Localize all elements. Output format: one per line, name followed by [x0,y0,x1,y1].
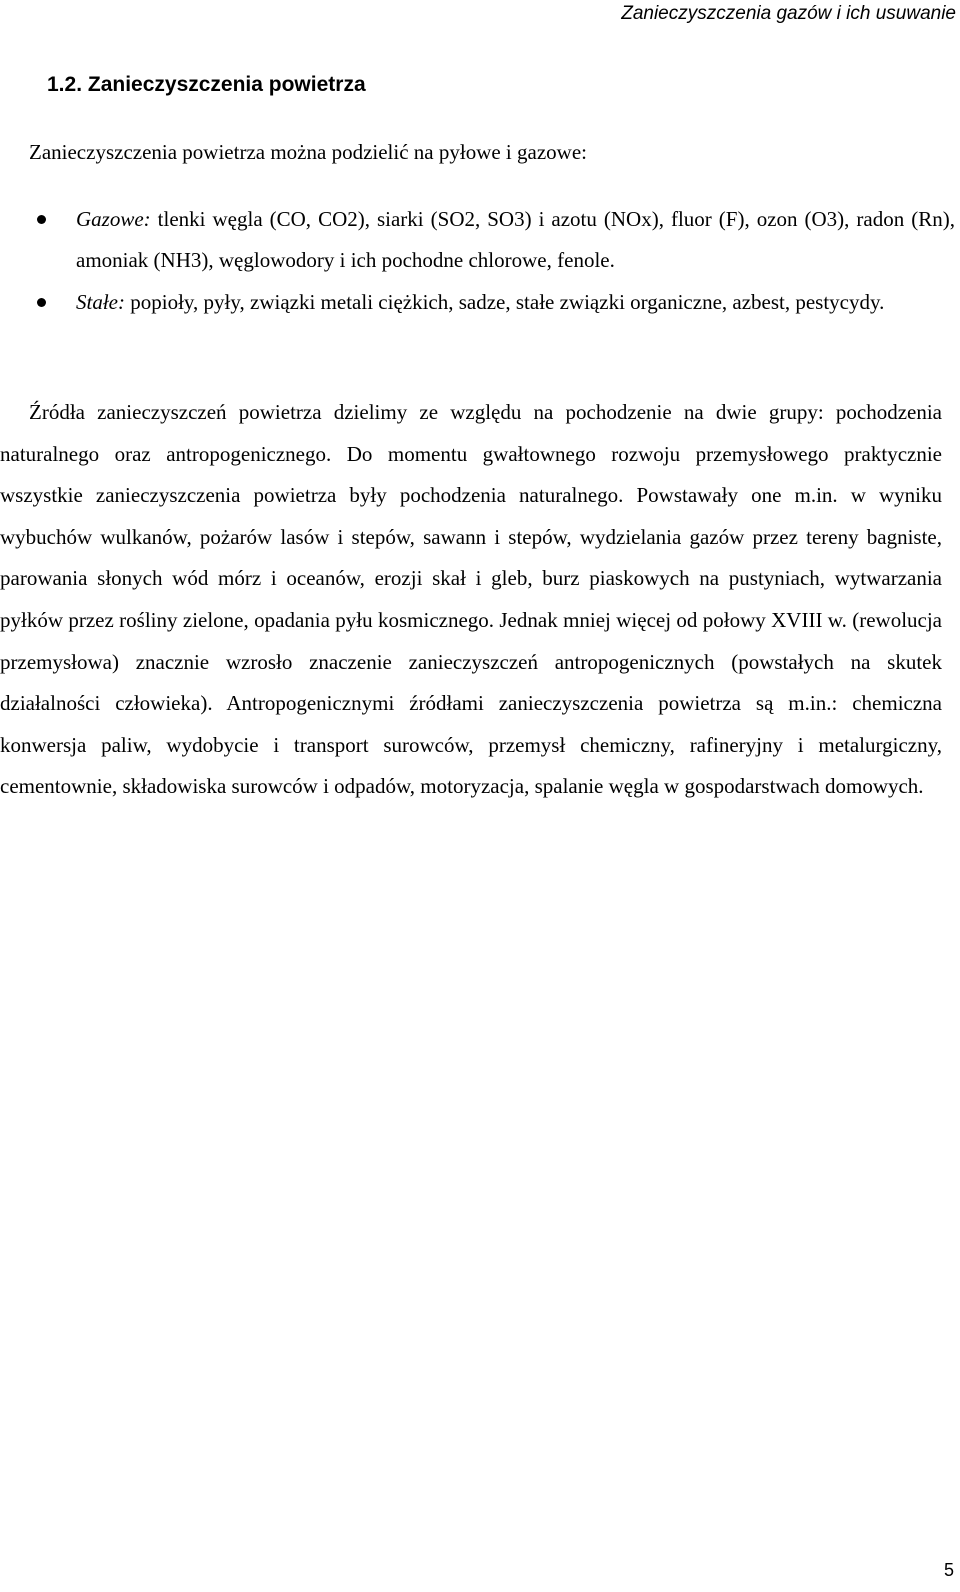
list-item-term: Gazowe: [76,207,151,231]
list-item-gaseous [0,199,955,281]
list-item-solid [0,282,955,323]
bullet-icon [37,215,46,224]
intro-sentence: Zanieczyszczenia powietrza można podzielić na pyłowe i gazowe: [29,140,587,164]
list-item-text: popioły, pyły, związki metali ciężkich, sadze, stałe związki organiczne, azbest, pestycydy. [124,290,885,314]
page-number: 5 [943,1560,954,1580]
list-item-text: tlenki węgla (CO, CO2), siarki (SO2, SO3) i azotu (NOx), fluor (F), ozon (O3), radon (Rn), amoniak (NH3), węglowodory i ich pochodne chlorowe, fenole. [76,207,955,272]
body-paragraph: Źródła zanieczyszczeń powietrza dzielimy ze względu na pochodzenie na dwie grupy: pochodzenia naturalnego oraz antropogenicznego. Do momentu gwałtownego rozwoju przemysłowego praktycznie wszystkie zanieczyszczenia powietrza były pochodzenia naturalnego. Powstawały one m.in. w wyniku wybuchów wulkanów, pożarów lasów i stepów, sawann i stepów, wydzielania gazów przez tereny bagniste, parowania słonych wód mórz i oceanów, erozji skał i gleb, burz piaskowych na pustyniach, wytwarzania pyłków przez rośliny zielone, opadania pyłu kosmicznego. Jednak mniej więcej od połowy XVIII w. (rewolucja przemysłowa) znacznie wzrosło znaczenie zanieczyszczeń antropogenicznych (powstałych na skutek działalności człowieka). Antropogenicznymi źródłami zanieczyszczenia powietrza są m.in.: chemiczna konwersja paliw, wydobycie i transport surowców, przemysł chemiczny, rafineryjny i metalurgiczny, cementownie, składowiska surowców i odpadów, motoryzacja, spalanie węgla w gospodarstwach domowych. [0,400,942,799]
pollutant-list [0,199,955,323]
bullet-icon [37,298,46,307]
list-item-term: Stałe: [76,290,125,314]
running-header: Zanieczyszczenia gazów i ich usuwanie [621,3,956,24]
section-heading: 1.2. Zanieczyszczenia powietrza [47,73,366,96]
